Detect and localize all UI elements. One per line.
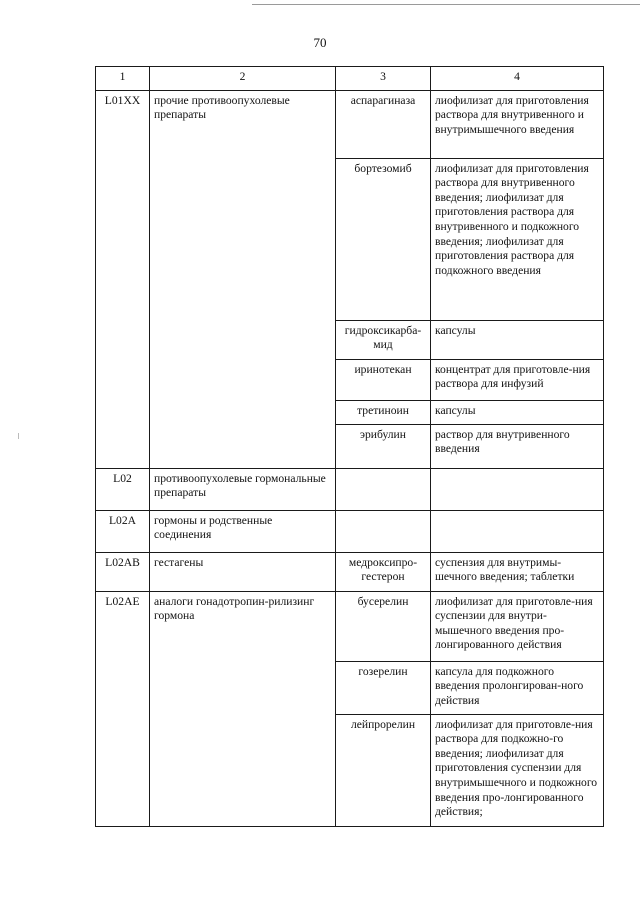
table-row [96, 90, 604, 158]
empty-cell [96, 661, 150, 714]
empty-cell [150, 714, 336, 826]
drug-name: лейпрорелин [336, 714, 431, 826]
table-row [96, 359, 604, 400]
drug-name: бортезомиб [336, 158, 431, 320]
dosage-form: раствор для внутривенного введения [431, 424, 604, 468]
empty-cell [150, 359, 336, 400]
drug-table [95, 66, 604, 827]
atc-group: прочие противоопухолевые препараты [150, 90, 336, 158]
empty-cell [96, 714, 150, 826]
dosage-form: лиофилизат для приготовления раствора для внутривенного введения; лиофилизат для приготовления раствора для внутривенного и подкожного введения; лиофилизат для приготовления раствора для подкожного введения [431, 158, 604, 320]
empty-cell [336, 468, 431, 510]
empty-cell [431, 468, 604, 510]
atc-code: L02A [96, 510, 150, 552]
drug-name: гидроксикарба-мид [336, 320, 431, 359]
table-row [96, 320, 604, 359]
empty-cell [96, 320, 150, 359]
table-row [96, 510, 604, 552]
empty-cell [150, 424, 336, 468]
empty-cell [96, 158, 150, 320]
table-row [96, 661, 604, 714]
atc-group: гормоны и родственные соединения [150, 510, 336, 552]
table-row [96, 714, 604, 826]
empty-cell [150, 158, 336, 320]
empty-cell [96, 400, 150, 424]
drug-name: аспарагиназа [336, 90, 431, 158]
table-row [96, 591, 604, 661]
margin-mark [18, 433, 19, 439]
table-row [96, 468, 604, 510]
page-number: 70 [313, 35, 327, 50]
empty-cell [431, 510, 604, 552]
dosage-form: капсулы [431, 320, 604, 359]
dosage-form: концентрат для приготовле-ния раствора для инфузий [431, 359, 604, 400]
empty-cell [96, 424, 150, 468]
empty-cell [150, 661, 336, 714]
table-row [96, 424, 604, 468]
dosage-form: лиофилизат для приготовления раствора для внутривенного и внутримышечного введения [431, 90, 604, 158]
drug-name: эрибулин [336, 424, 431, 468]
header-col-1: 1 [96, 67, 150, 91]
atc-group: гестагены [150, 552, 336, 591]
empty-cell [150, 320, 336, 359]
dosage-form: суспензия для внутримы-шечного введения; таблетки [431, 552, 604, 591]
drug-name: иринотекан [336, 359, 431, 400]
empty-cell [96, 359, 150, 400]
header-col-4: 4 [431, 67, 604, 91]
header-row [96, 67, 604, 91]
atc-code: L02AE [96, 591, 150, 661]
drug-name: медроксипро-гестерон [336, 552, 431, 591]
table-row [96, 400, 604, 424]
atc-code: L02AB [96, 552, 150, 591]
atc-group: противоопухолевые гормональные препараты [150, 468, 336, 510]
atc-group: аналоги гонадотропин-рилизинг гормона [150, 591, 336, 661]
dosage-form: лиофилизат для приготовле-ния суспензии для внутри-мышечного введения про-лонгированного действия [431, 591, 604, 661]
table-row [96, 158, 604, 320]
header-col-2: 2 [150, 67, 336, 91]
dosage-form: лиофилизат для приготовле-ния раствора для подкожно-го введения; лиофилизат для приготовления суспензии для внутримышечного и подкожного введения про-лонгированного действия; [431, 714, 604, 826]
drug-name: бусерелин [336, 591, 431, 661]
atc-code: L02 [96, 468, 150, 510]
empty-cell [336, 510, 431, 552]
top-rule [252, 4, 640, 5]
atc-code: L01XX [96, 90, 150, 158]
dosage-form: капсула для подкожного введения пролонгирован-ного действия [431, 661, 604, 714]
drug-name: третиноин [336, 400, 431, 424]
drug-name: гозерелин [336, 661, 431, 714]
dosage-form: капсулы [431, 400, 604, 424]
header-col-3: 3 [336, 67, 431, 91]
empty-cell [150, 400, 336, 424]
table-row [96, 552, 604, 591]
